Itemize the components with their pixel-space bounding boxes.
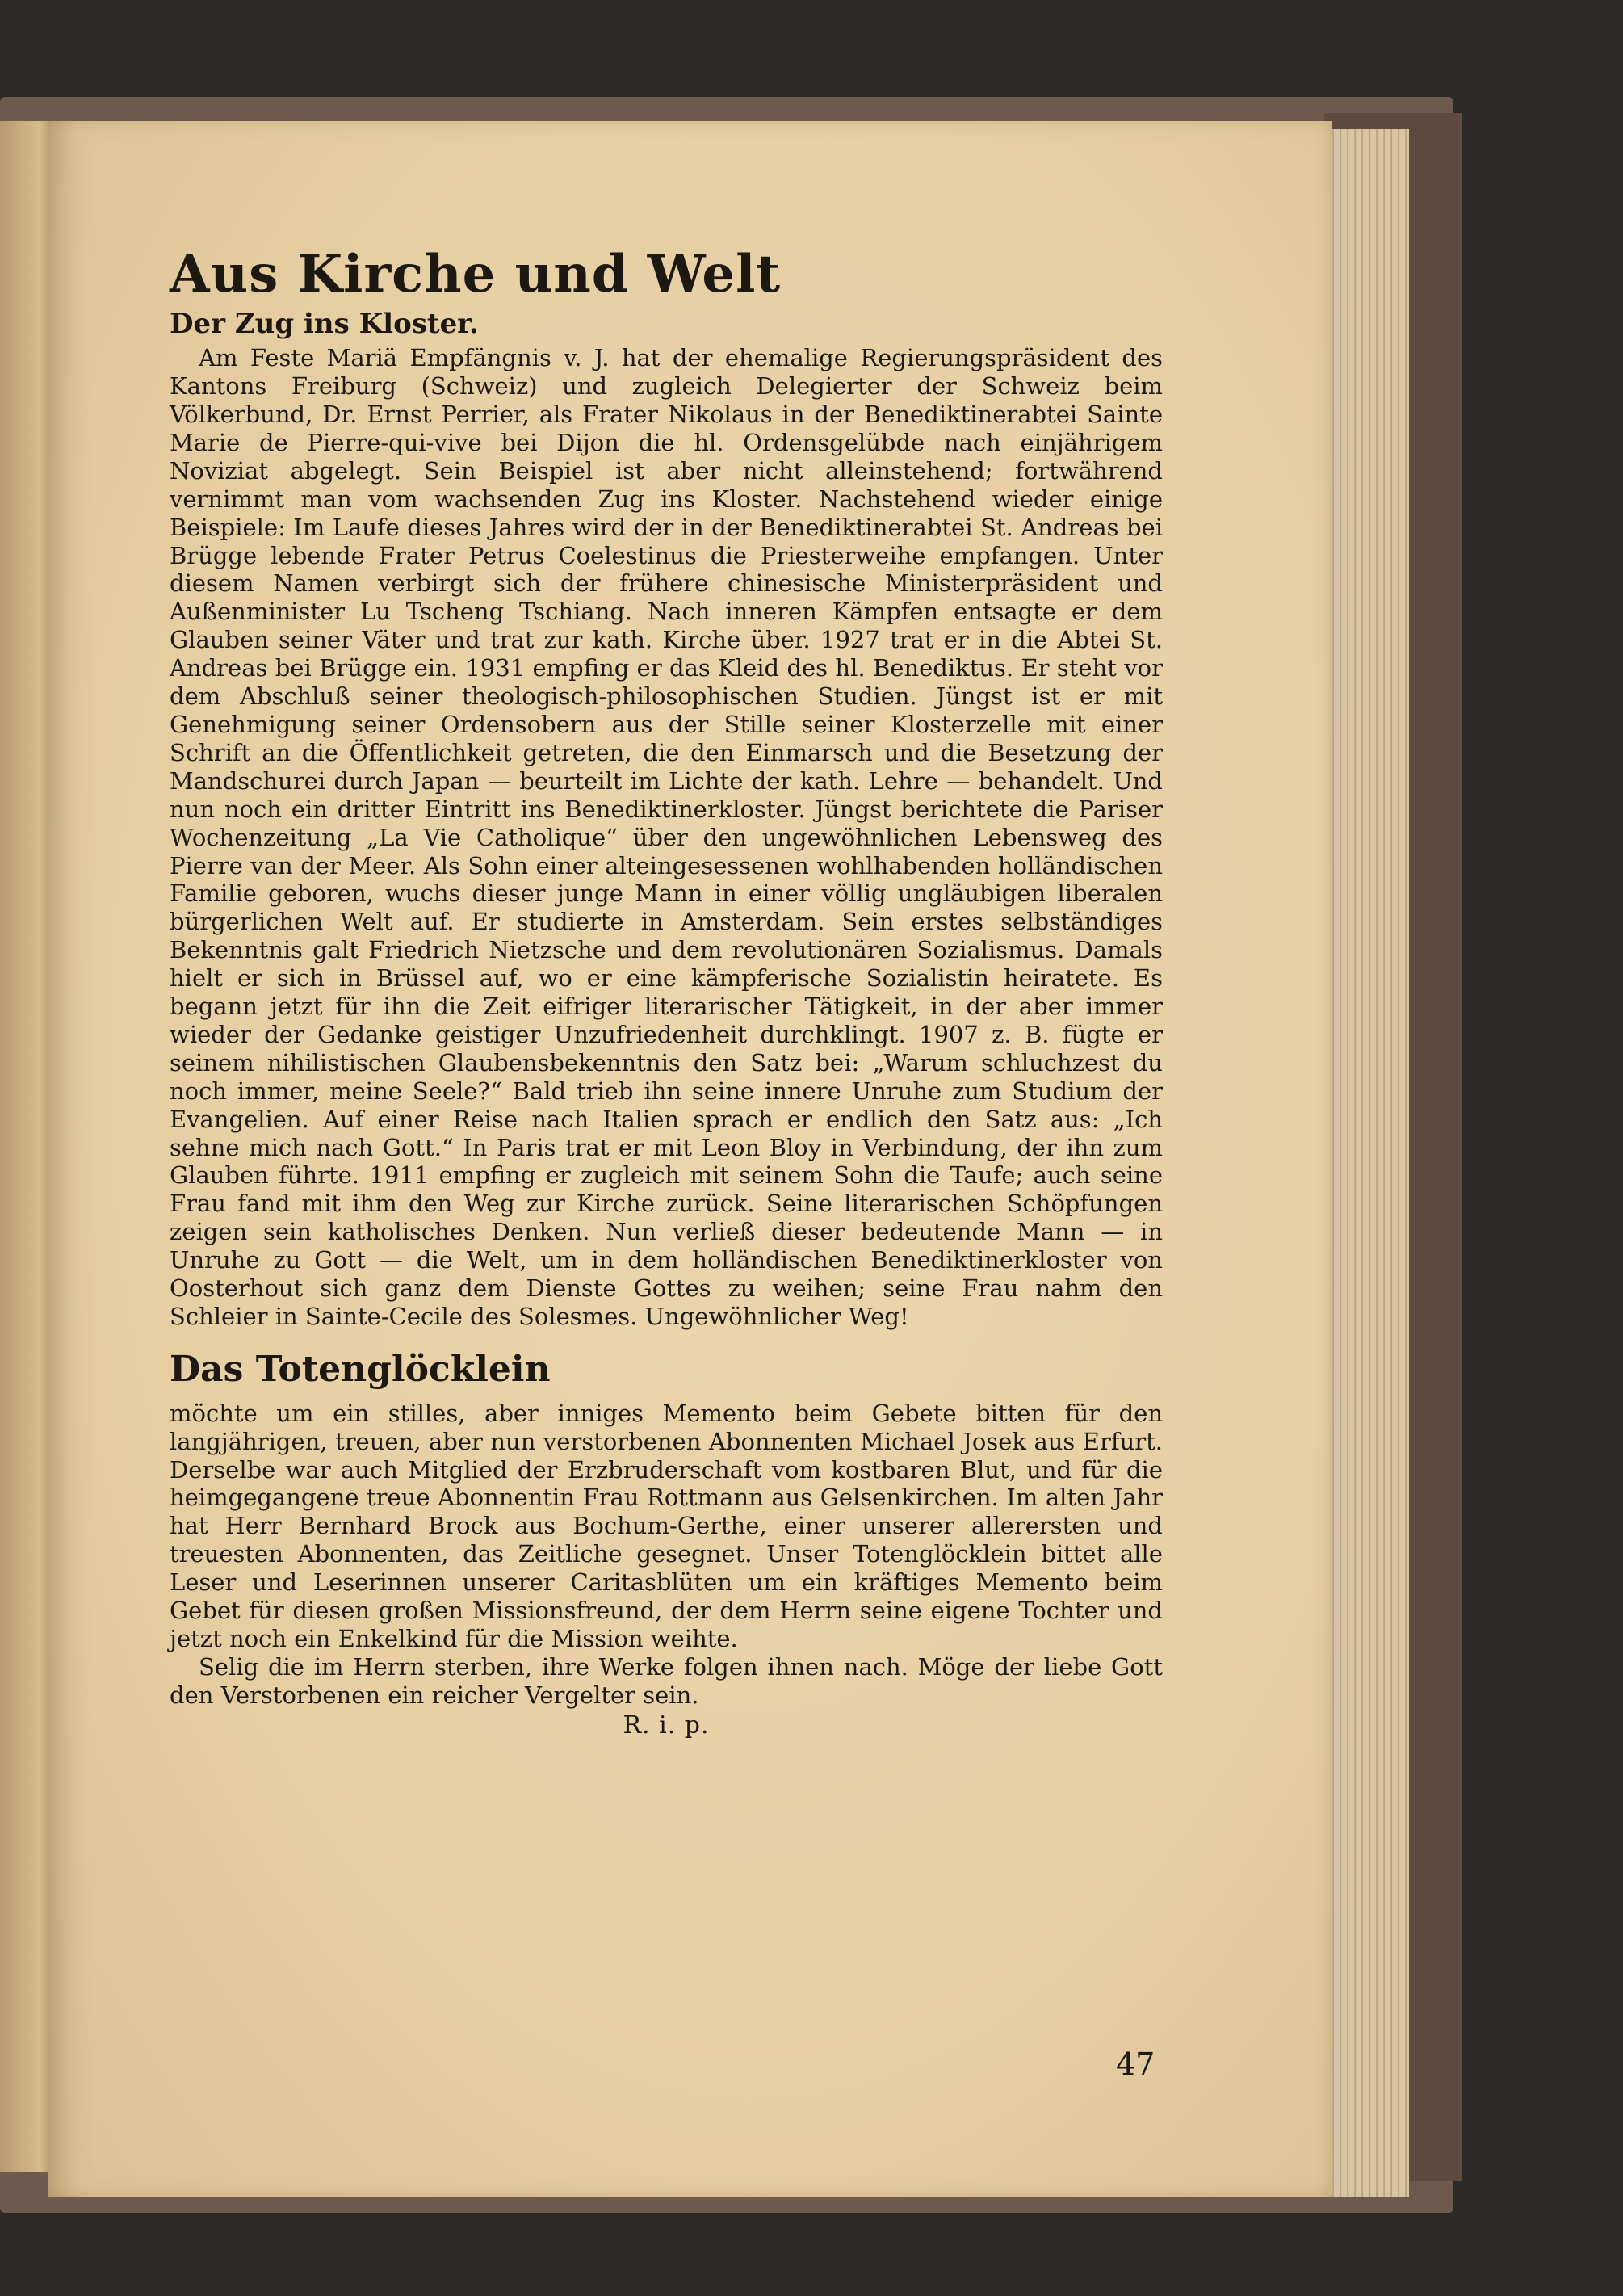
- page-content: [170, 246, 1163, 1740]
- section-heading: Aus Kirche und Welt: [170, 244, 781, 304]
- page-edges: [1320, 129, 1409, 2197]
- article-title: Das Totenglöcklein: [170, 1348, 551, 1390]
- closing-line: R. i. p.: [623, 1710, 710, 1740]
- article-body: Am Feste Mariä Empfängnis v. J. hat der ehemalige Regierungspräsident des Kantons Freiburg (Schweiz) und zugleich Delegierter der Schweiz beim Völkerbund, Dr. Ernst Perrier, als Frater Nikolaus in der Benediktinerabtei Sainte Marie de Pierre-qui-vive bei Dijon die hl. Ordensgelübde nach einjährigem Noviziat abgelegt. Sein Beispiel ist aber nicht alleinstehend; fortwährend vernimmt man vom wachsenden Zug ins Kloster. Nachstehend wieder einige Beispiele: Im Laufe dieses Jahres wird der in der Benediktinerabtei St. Andreas bei Brügge lebende Frater Petrus Coelestinus die Priesterweihe empfangen. Unter diesem Namen verbirgt sich der frühere chinesische Ministerpräsident und Außenminister Lu Tscheng Tschiang. Nach inneren Kämpfen entsagte er dem Glauben seiner Väter und trat zur kath. Kirche über. 1927 trat er in die Abtei St. Andreas bei Brügge ein. 1931 empfing er das Kleid des hl. Benediktus. Er steht vor dem Abschluß seiner theologisch-philosophischen Studien. Jüngst ist er mit Genehmigung seiner Ordensobern aus der Stille seiner Klosterzelle mit einer Schrift an die Öffentlichkeit getreten, die den Einmarsch und die Besetzung der Mandschurei durch Japan — beurteilt im Lichte der kath. Lehre — behandelt. Und nun noch ein dritter Eintritt ins Benediktinerkloster. Jüngst berichtete die Pariser Wochenzeitung „La Vie Catholique“ über den ungewöhnlichen Lebensweg des Pierre van der Meer. Als Sohn einer alteingesessenen wohlhabenden holländischen Familie geboren, wuchs dieser junge Mann in einer völlig ungläubigen liberalen bürgerlichen Welt auf. Er studierte in Amsterdam. Sein erstes selbständiges Bekenntnis galt Friedrich Nietzsche und dem revolutionären Sozialismus. Damals hielt er sich in Brüssel auf, wo er eine kämpferische Sozialistin heiratete. Es begann jetzt für ihn die Zeit eifriger literarischer Tätigkeit, in der aber immer wieder der Gedanke geistiger Unzufriedenheit durchklingt. 1907 z. B. fügte er seinem nihilistischen Glaubensbekenntnis den Satz bei: „Warum schluchzest du noch immer, meine Seele?“ Bald trieb ihn seine innere Unruhe zum Studium der Evangelien. Auf einer Reise nach Italien sprach er endlich den Satz aus: „Ich sehne mich nach Gott.“ In Paris trat er mit Leon Bloy in Verbindung, der ihn zum Glauben führte. 1911 empfing er zugleich mit seinem Sohn die Taufe; auch seine Frau fand mit ihm den Weg zur Kirche zurück. Seine literarischen Schöpfungen zeigen sein katholisches Denken. Nun verließ dieser bedeutende Mann — in Unruhe zu Gott — die Welt, um in dem holländischen Benediktinerkloster von Oosterhout sich ganz dem Dienste Gottes zu weihen; seine Frau nahm den Schleier in Sainte-Cecile des Solesmes. Ungewöhnlicher Weg!: [170, 344, 1163, 1330]
- article-body: möchte um ein stilles, aber inniges Memento beim Gebete bitten für den langjährigen, treuen, aber nun verstorbenen Abonnenten Michael Josek aus Erfurt. Derselbe war auch Mitglied der Erzbruderschaft vom kostbaren Blut, und für die heimgegangene treue Abonnentin Frau Rottmann aus Gelsenkirchen. Im alten Jahr hat Herr Bernhard Brock aus Bochum-Gerthe, einer unserer allerersten und treuesten Abonnenten, das Zeitliche gesegnet. Unser Totenglöcklein bittet alle Leser und Leserinnen unserer Caritasblüten um ein kräftiges Memento beim Gebet für diesen großen Missionsfreund, der dem Herrn seine eigene Tochter und jetzt noch ein Enkelkind für die Mission weihte.: [170, 1399, 1163, 1652]
- page-number: 47: [1116, 2046, 1155, 2082]
- article-title: Der Zug ins Kloster.: [170, 308, 479, 341]
- book-page: [48, 121, 1332, 2197]
- article-body: Selig die im Herrn sterben, ihre Werke folgen ihnen nach. Möge der liebe Gott den Verstorbenen ein reicher Vergelter sein.: [170, 1652, 1163, 1709]
